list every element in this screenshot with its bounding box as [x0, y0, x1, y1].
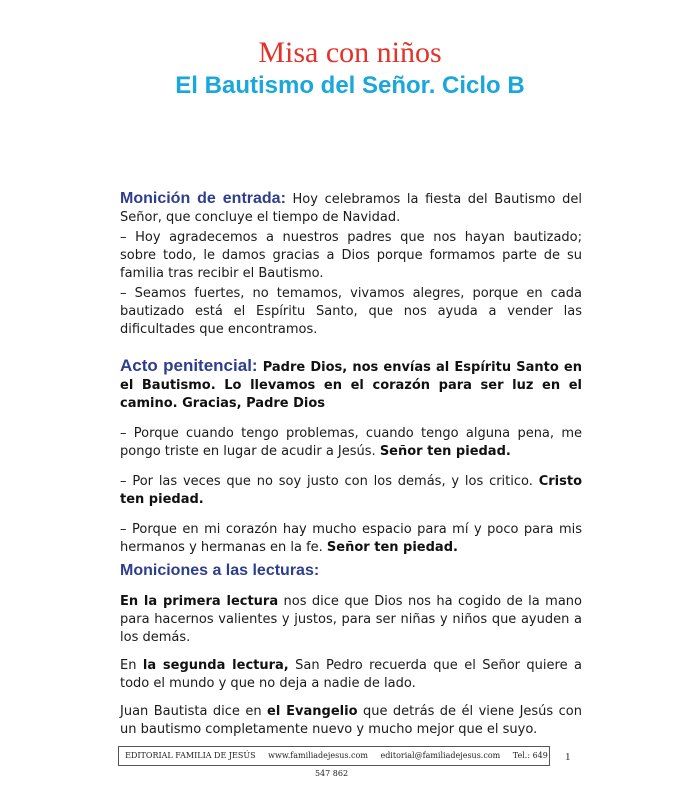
lectura-label: el Evangelio [267, 704, 358, 719]
penitencial-item [120, 521, 582, 557]
penitencial-item-text: – Por las veces que no soy justo con los demás, y los critico. [120, 474, 539, 489]
footer-website-link[interactable]: www.familiadejesus.com [268, 751, 368, 760]
lecturas-heading: Moniciones a las lecturas: [120, 562, 320, 579]
page-title: Misa con niños [258, 36, 442, 69]
acto-penitencial-intro: Padre Dios, nos envías al Espíritu Santo en el Bautismo. Lo llevamos en el corazón para ser luz en el camino. Gracias, Padre Dios [120, 360, 582, 411]
penitencial-item-text: – Porque en mi corazón hay mucho espacio para mí y poco para mis hermanos y hermanas en la fe. [120, 522, 582, 555]
penitencial-item [120, 473, 582, 509]
lectura-item [120, 593, 582, 647]
penitencial-response: Cristo ten piedad. [120, 474, 582, 507]
monicion-entrada-section [120, 190, 582, 339]
footer-bar [118, 746, 550, 778]
lectura-item [120, 657, 582, 693]
acto-penitencial-section [120, 357, 582, 557]
monicion-entrada-intro: Hoy celebramos la fiesta del Bautismo del Señor, que concluye el tiempo de Navidad. [120, 192, 582, 225]
page-subtitle: El Bautismo del Señor. Ciclo B [175, 72, 525, 99]
lectura-item [120, 703, 582, 739]
penitencial-item-text: – Porque cuando tengo problemas, cuando tengo alguna pena, me pongo triste en lugar de acudir a Jesús. [120, 426, 582, 459]
acto-penitencial-heading: Acto penitencial: [120, 356, 258, 375]
footer-publisher: EDITORIAL FAMILIA DE JESÚS [125, 751, 256, 760]
page-number: 1 [565, 751, 571, 763]
lectura-text: San Pedro recuerda que el Señor quiere a todo el mundo y que no deja a nadie de lado. [120, 658, 582, 691]
monicion-entrada-paragraph: – Seamos fuertes, no temamos, vivamos alegres, porque en cada bautizado está el Espíritu Santo, que nos ayuda a vender las dificultades que encontramos. [120, 286, 582, 337]
penitencial-response: Señor ten piedad. [326, 540, 458, 555]
lectura-text: que detrás de él viene Jesús con un bautismo completamente nuevo y mucho mejor que el suyo. [120, 704, 582, 737]
lecturas-section [120, 562, 582, 739]
lectura-label: En la primera lectura [120, 594, 279, 609]
lectura-text: Juan Bautista dice en [120, 704, 268, 719]
footer-phone: Tel.: 649 547 862 [314, 751, 548, 778]
lectura-text: En [120, 658, 143, 673]
footer-email-link[interactable]: editorial@familiadejesus.com [380, 751, 501, 760]
monicion-entrada-paragraph: – Hoy agradecemos a nuestros padres que nos hayan bautizado; sobre todo, le damos gracias a Dios porque formamos parte de su familia tras recibir el Bautismo. [120, 230, 582, 281]
lectura-label: la segunda lectura, [142, 658, 289, 673]
lectura-text: nos dice que Dios nos ha cogido de la mano para hacernos valientes y justos, para ser niñas y niños que ayuden a los demás. [120, 594, 582, 645]
penitencial-item [120, 425, 582, 461]
monicion-entrada-heading: Monición de entrada: [120, 190, 286, 207]
penitencial-response: Señor ten piedad. [379, 444, 511, 459]
